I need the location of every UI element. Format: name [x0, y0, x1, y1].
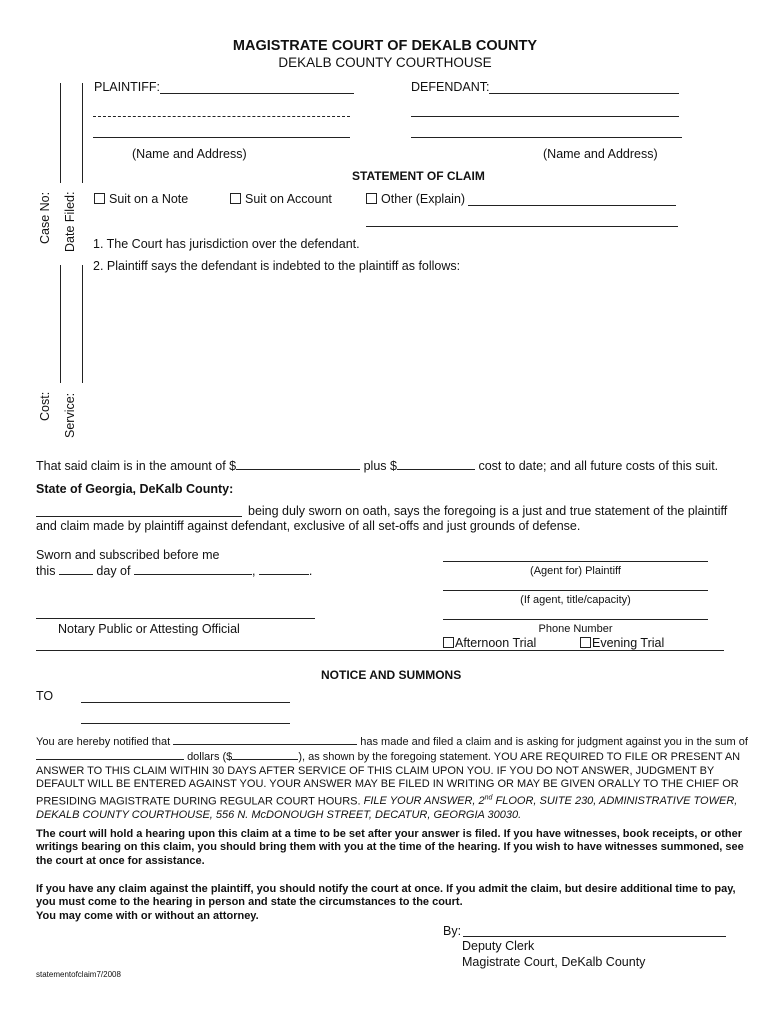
- notice-text-d: ), as shown by the foregoing statement. YOU ARE REQUIRED TO FILE OR PRESENT AN: [298, 751, 741, 764]
- amount-text-a: That said claim is in the amount of $: [36, 459, 237, 473]
- notice-line-1: [36, 734, 756, 749]
- agent-signature-field[interactable]: [443, 561, 708, 562]
- other-checkbox[interactable]: [366, 193, 377, 204]
- other-label: Other (Explain): [381, 192, 466, 206]
- plaintiff-name-address-caption: (Name and Address): [132, 147, 247, 161]
- notary-signature-field[interactable]: [36, 618, 315, 619]
- state-heading: State of Georgia, DeKalb County:: [36, 482, 234, 496]
- suit-on-account-checkbox[interactable]: [230, 193, 241, 204]
- sum-words-field[interactable]: [36, 749, 184, 760]
- defendant-label: DEFENDANT:: [411, 80, 490, 94]
- evening-trial-label: Evening Trial: [592, 636, 665, 650]
- hearing-line-2: writings bearing on this claim, you should bring them with you at the time of the hearing. If you wish to have witnesses summoned, see: [36, 841, 744, 854]
- claimant-field[interactable]: [173, 734, 357, 745]
- by-label: By:: [443, 924, 462, 938]
- phone-caption: Phone Number: [538, 623, 613, 635]
- to-field-2[interactable]: [81, 723, 290, 724]
- notice-line-2: [36, 749, 756, 764]
- claim-notice-line-1: If you have any claim against the plaintiff, you should notify the court at once. If you admit the claim, but desire additional time to pay,: [36, 883, 736, 895]
- oath-text-a: being duly sworn on oath, says the foregoing is a just and true statement of the plaintiff: [248, 504, 728, 518]
- affiant-name-field[interactable]: [36, 516, 242, 517]
- clerk-signature-field[interactable]: [463, 936, 726, 937]
- claim-item-2: 2. Plaintiff says the defendant is indebted to the plaintiff as follows:: [93, 259, 461, 273]
- to-label: TO: [36, 689, 54, 703]
- amount-text-b: plus $: [363, 459, 397, 473]
- afternoon-trial-checkbox[interactable]: [443, 637, 454, 648]
- this-text: this: [36, 564, 56, 578]
- suit-on-account-option[interactable]: [230, 192, 332, 206]
- magistrate-court-label: Magistrate Court, DeKalb County: [462, 955, 646, 969]
- phone-field[interactable]: [443, 619, 708, 620]
- notary-caption: Notary Public or Attesting Official: [58, 622, 240, 636]
- plaintiff-field-3[interactable]: [93, 137, 350, 138]
- suit-on-note-label: Suit on a Note: [109, 192, 189, 206]
- notice-text-sup: nd: [484, 794, 493, 802]
- notice-line-5: [36, 792, 756, 809]
- notice-text-g: PRESIDING MAGISTRATE DURING REGULAR COURT HOURS.: [36, 795, 361, 808]
- date-filed-line: [82, 83, 83, 183]
- oath-text-b: and claim made by plaintiff against defendant, exclusive of all set-offs and just grounds of defense.: [36, 519, 581, 533]
- sworn-text: Sworn and subscribed before me: [36, 548, 220, 562]
- plaintiff-field-2[interactable]: [93, 116, 350, 117]
- cost-label: Cost:: [38, 391, 52, 421]
- statement-heading: STATEMENT OF CLAIM: [352, 169, 485, 183]
- day-of-text: day of: [96, 564, 131, 578]
- claim-amount-line: [36, 459, 718, 473]
- agent-caption: (Agent for) Plaintiff: [530, 565, 621, 577]
- amount-field[interactable]: [236, 459, 360, 470]
- day-field[interactable]: [59, 564, 93, 575]
- cost-field[interactable]: [397, 459, 475, 470]
- defendant-field-2[interactable]: [411, 116, 679, 117]
- suit-on-note-option[interactable]: [94, 192, 188, 206]
- case-no-label: Case No:: [38, 191, 52, 244]
- sum-number-field[interactable]: [232, 749, 298, 760]
- plaintiff-label: PLAINTIFF:: [94, 80, 160, 94]
- case-no-line: [60, 83, 61, 183]
- claim-item-1: 1. The Court has jurisdiction over the defendant.: [93, 237, 360, 251]
- notice-text-b: has made and filed a claim and is asking for judgment against you in the sum of: [360, 736, 748, 748]
- court-subtitle: DEKALB COUNTY COURTHOUSE: [278, 55, 492, 70]
- service-line: [82, 265, 83, 383]
- notice-text-a: You are hereby notified that: [36, 736, 171, 748]
- suit-on-note-checkbox[interactable]: [94, 193, 105, 204]
- defendant-field-3[interactable]: [411, 137, 682, 138]
- other-explain-field-1[interactable]: [468, 205, 676, 206]
- section-divider: [36, 650, 724, 651]
- plaintiff-field-1[interactable]: [160, 93, 354, 94]
- service-label: Service:: [63, 392, 77, 438]
- notice-line-4: DEFAULT WILL BE ENTERED AGAINST YOU. YOUR ANSWER MAY BE FILED IN WRITING OR MAY BE GIVEN ORALLY TO THE CHIEF OR: [36, 778, 739, 791]
- notice-text-h: FILE YOUR ANSWER, 2: [363, 795, 485, 808]
- year-field[interactable]: [259, 564, 309, 575]
- claim-notice-line-3: You may come with or without an attorney.: [36, 909, 259, 922]
- title-capacity-caption: (If agent, title/capacity): [520, 594, 631, 606]
- deputy-clerk-label: Deputy Clerk: [462, 939, 535, 953]
- court-title: MAGISTRATE COURT OF DEKALB COUNTY: [232, 38, 538, 54]
- notice-text-i: FLOOR, SUITE 230, ADMINISTRATIVE TOWER,: [492, 795, 738, 808]
- afternoon-trial-option[interactable]: [443, 636, 536, 650]
- hearing-line-1: The court will hold a hearing upon this claim at a time to be set after your answer is filed. If you have witnesses, book receipts, or other: [36, 828, 742, 840]
- to-field-1[interactable]: [81, 702, 290, 703]
- evening-trial-option[interactable]: [580, 636, 664, 650]
- notice-paragraph-1: [36, 734, 756, 822]
- other-option[interactable]: [366, 192, 465, 206]
- date-filed-label: Date Filed:: [63, 191, 77, 252]
- notice-heading: NOTICE AND SUMMONS: [321, 668, 462, 682]
- suit-on-account-label: Suit on Account: [245, 192, 332, 206]
- month-field[interactable]: [134, 564, 252, 575]
- notice-line-6: DEKALB COUNTY COURTHOUSE, 556 N. McDONOUGH STREET, DECATUR, GEORGIA 30030.: [36, 808, 522, 821]
- evening-trial-checkbox[interactable]: [580, 637, 591, 648]
- notice-paragraph-3: [36, 883, 756, 923]
- hearing-line-3: the court at once for assistance.: [36, 854, 205, 867]
- title-capacity-field[interactable]: [443, 590, 708, 591]
- notice-paragraph-2: [36, 828, 756, 868]
- claim-details-area[interactable]: [93, 280, 723, 450]
- defendant-name-address-caption: (Name and Address): [543, 147, 658, 161]
- claim-notice-line-2: you must come to the hearing in person and state the circumstances to the court.: [36, 896, 463, 909]
- sworn-date-line: this day of , .: [36, 564, 313, 578]
- notice-text-c: dollars ($: [187, 751, 233, 764]
- cost-line: [60, 265, 61, 383]
- afternoon-trial-label: Afternoon Trial: [455, 636, 537, 650]
- other-explain-field-2[interactable]: [366, 226, 678, 227]
- notice-line-3: ANSWER TO THIS CLAIM WITHIN 30 DAYS AFTER SERVICE OF THIS CLAIM UPON YOU. IF YOU DO NOT ANSWER, JUDGMENT BY: [36, 764, 715, 777]
- notice-address-a: [364, 795, 738, 807]
- defendant-field-1[interactable]: [489, 93, 679, 94]
- form-code: statementofclaim7/2008: [36, 970, 121, 979]
- amount-text-c: cost to date; and all future costs of this suit.: [478, 459, 719, 473]
